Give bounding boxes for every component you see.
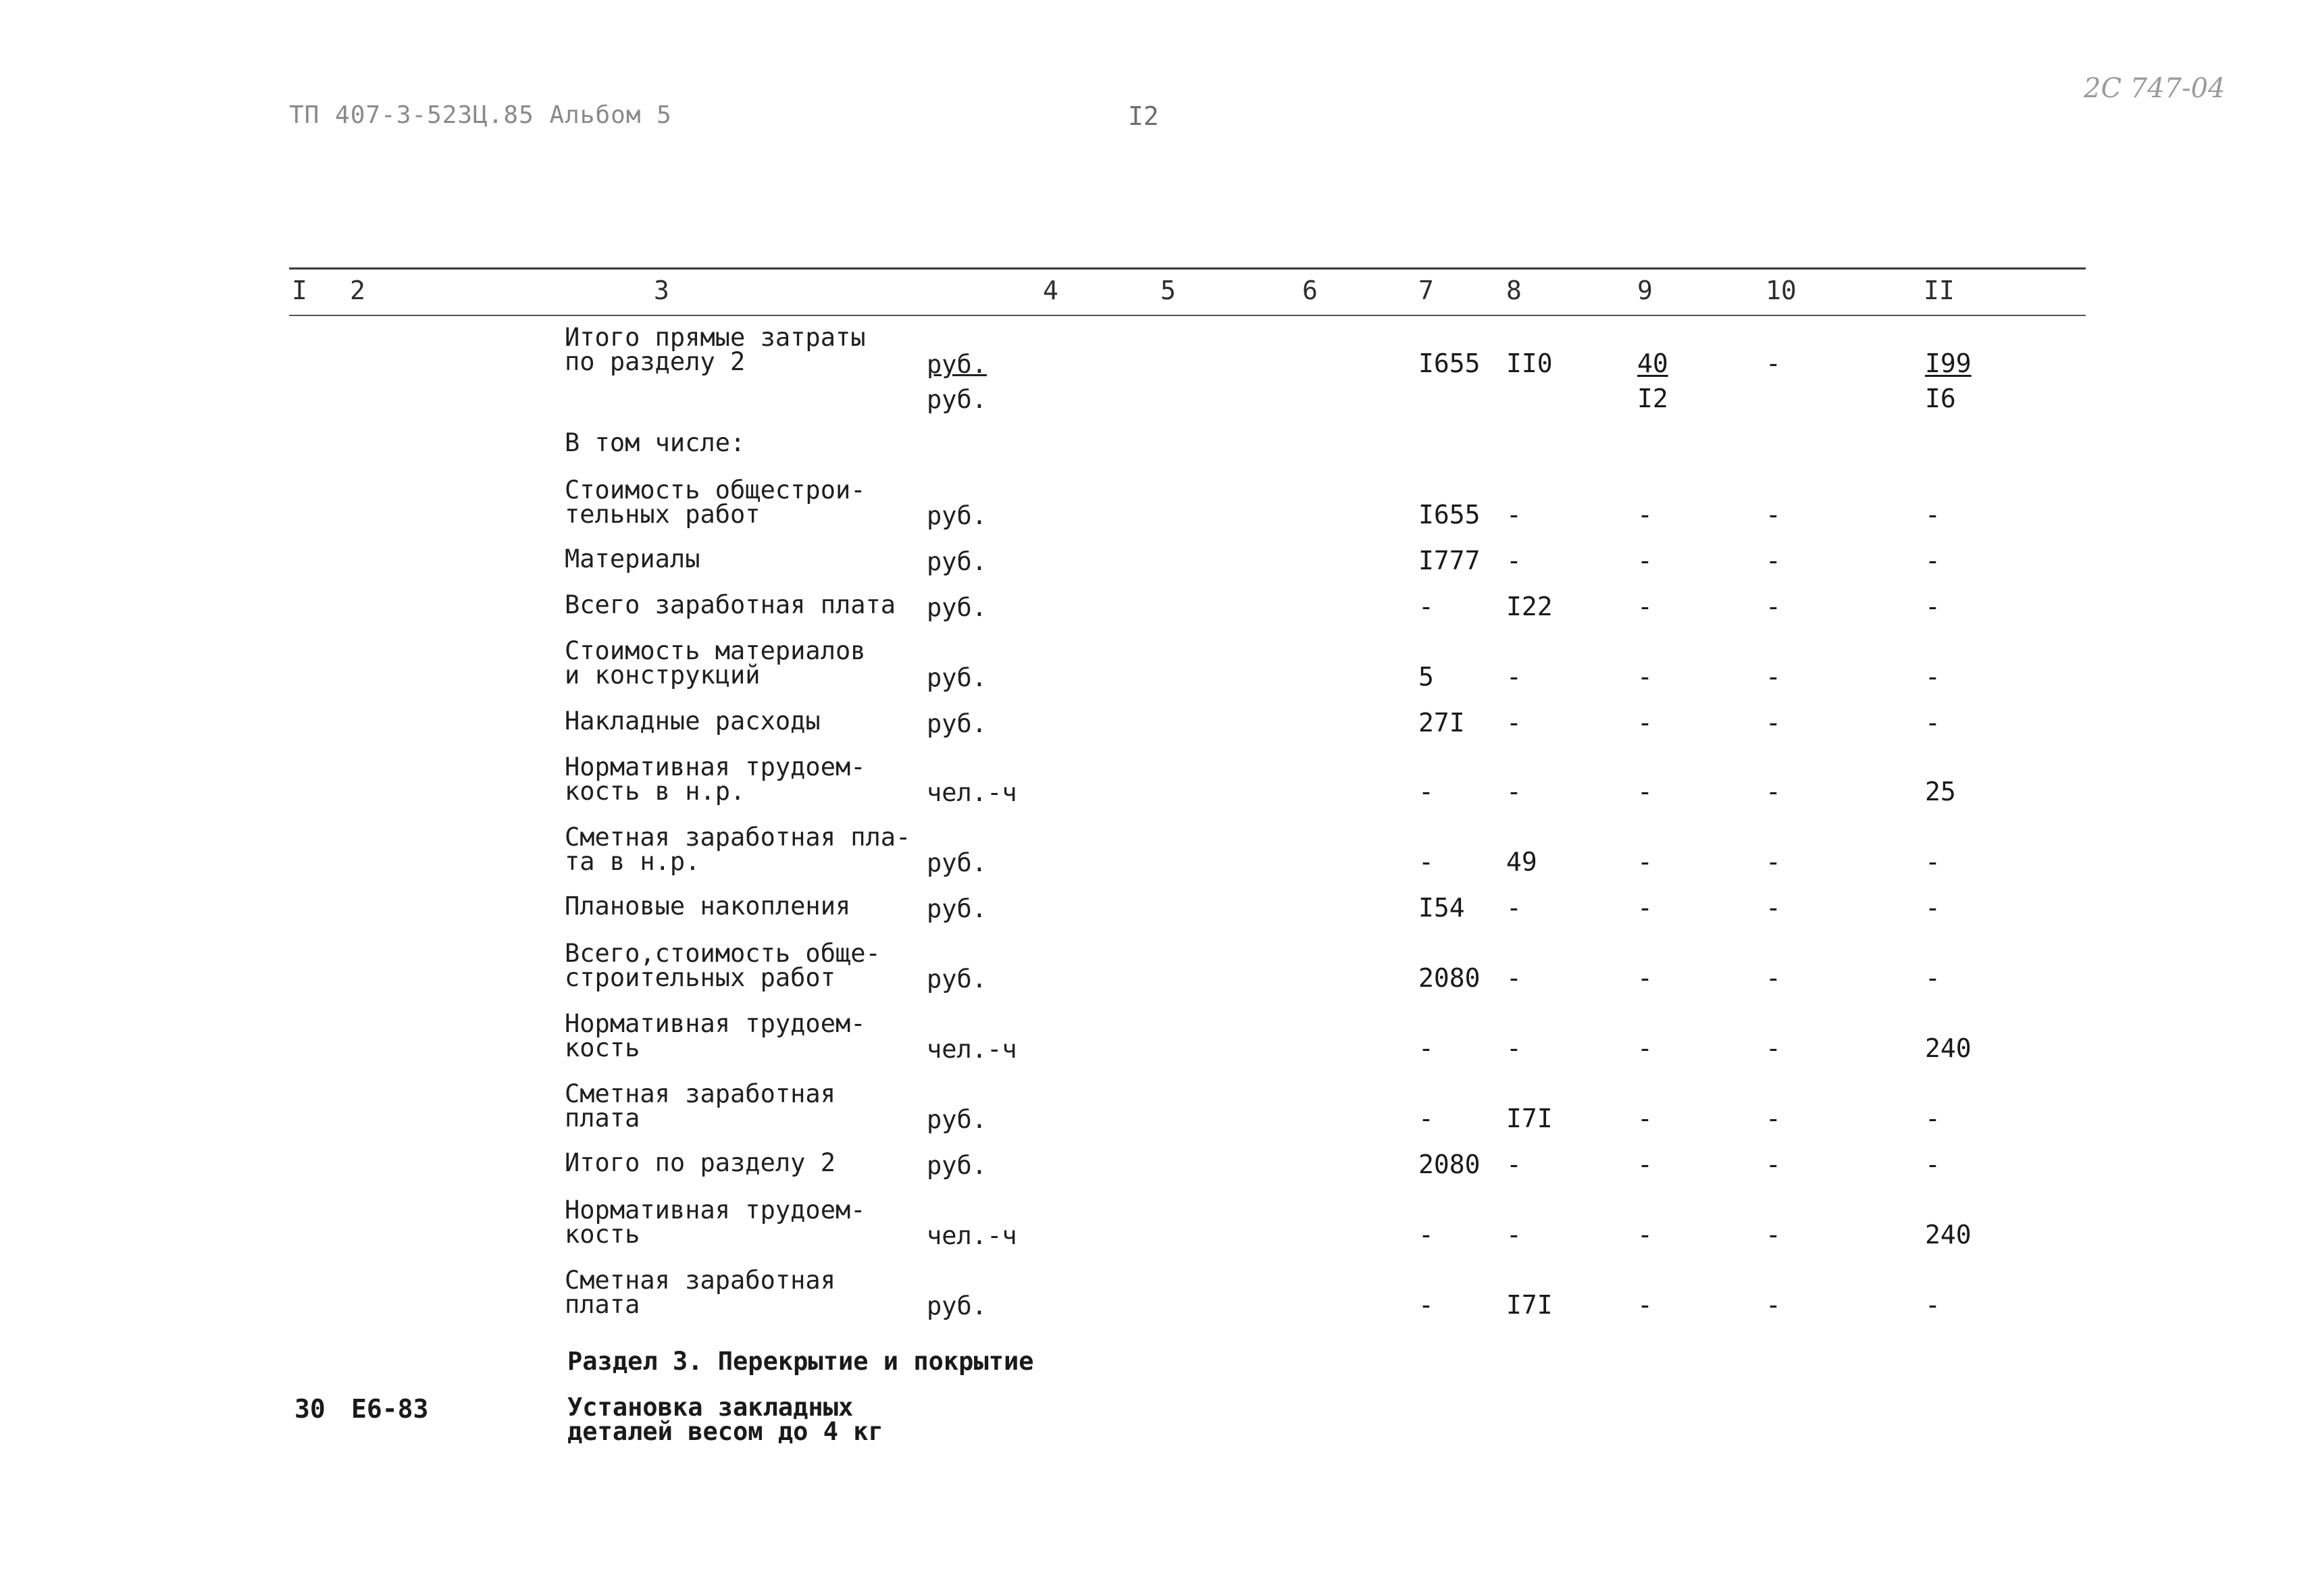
row-label: Итого прямые затраты по разделу 2 [565,323,866,376]
row-unit: руб. [927,663,987,692]
value-col9: - [1637,592,1653,621]
value-col9: - [1637,1220,1653,1250]
value-col7: I777 [1418,546,1481,575]
value-col10: - [1766,1220,1781,1250]
value-col11: 240 [1925,1220,1972,1250]
column-number: 8 [1506,276,1522,305]
document-code: ТП 407-3-523Ц.85 Альбом 5 [289,101,672,129]
row-label: Сметная заработная плата [565,1079,835,1133]
value-col11: - [1925,500,1940,530]
row-label: Сметная заработная плата [565,1266,835,1319]
value-col7: 2080 [1418,1150,1481,1179]
value-col8: I7I [1506,1104,1553,1133]
value-col10: - [1766,546,1781,575]
value-col7: I54 [1418,893,1465,923]
value-col9: - [1637,500,1653,530]
value-col11: - [1925,847,1940,877]
row-unit: чел.-ч [927,1035,1017,1064]
value-col11: - [1925,708,1940,738]
row-label: Накладные расходы [565,706,821,736]
value-col8: - [1506,662,1522,692]
section-title: Раздел 3. Перекрытие и покрытие [567,1347,1034,1376]
value-col9: I2 [1637,384,1668,413]
value-col10: - [1766,777,1781,806]
value-col11: - [1925,546,1940,575]
row-label: Нормативная трудоем- кость [565,1195,866,1249]
row-label: Всего,стоимость обще- строительных работ [565,939,881,992]
value-col11: I99 [1925,349,1972,378]
row-unit: руб. [927,593,987,622]
row-label: Стоимость общестрои- тельных работ [565,475,866,529]
value-col11: - [1925,893,1940,923]
row-label: Нормативная трудоем- кость [565,1009,866,1062]
row-unit: руб. [927,1291,987,1320]
value-col8: - [1506,893,1522,923]
column-number: 3 [654,276,669,305]
row-unit: руб. [927,547,987,576]
value-col7: - [1418,1290,1434,1320]
value-col10: - [1766,1150,1781,1179]
value-col10: - [1766,1290,1781,1320]
value-col10: - [1766,349,1781,378]
value-col9: - [1637,708,1653,738]
rate-code: Е6-83 [351,1394,429,1424]
table-header-bottom-rule [289,315,2086,316]
corner-handwritten-mark: 2С 747-04 [2084,73,2226,104]
row-label: Нормативная трудоем- кость в н.р. [565,752,866,806]
row-label: Всего заработная плата [565,590,896,619]
value-col9: - [1637,777,1653,806]
value-col7: 5 [1418,662,1434,692]
value-col8: - [1506,546,1522,575]
value-col10: - [1766,963,1781,993]
value-col11: 240 [1925,1033,1972,1063]
value-col9: - [1637,963,1653,993]
value-col9: - [1637,1033,1653,1063]
column-number: II [1924,276,1955,305]
value-col8: - [1506,777,1522,806]
row-label: Итого по разделу 2 [565,1148,835,1177]
value-col7: - [1418,1033,1434,1063]
table-top-rule [289,267,2086,269]
value-col10: - [1766,592,1781,621]
value-col7: - [1418,1104,1434,1133]
value-col9: - [1637,662,1653,692]
row-label: Материалы [565,544,700,573]
value-col11: - [1925,1104,1940,1133]
row-number: 30 [294,1394,326,1424]
value-col11: - [1925,592,1940,621]
value-col7: I655 [1418,500,1481,530]
column-number: 6 [1302,276,1318,305]
value-col7: 2080 [1418,963,1481,993]
value-col7: - [1418,847,1434,877]
value-col9: - [1637,546,1653,575]
column-number: 4 [1043,276,1058,305]
value-col8: - [1506,1220,1522,1250]
column-number: 2 [350,276,365,305]
column-number: 10 [1766,276,1797,305]
row-label: В том числе: [565,428,746,457]
value-col8: - [1506,708,1522,738]
row-unit: руб. [927,350,987,379]
value-col8: I7I [1506,1290,1553,1320]
value-col7: - [1418,777,1434,806]
row-unit: руб. [927,894,987,923]
value-col9: - [1637,1290,1653,1320]
value-col10: - [1766,500,1781,530]
value-col11: - [1925,963,1940,993]
value-col9: - [1637,1150,1653,1179]
value-col7: 27I [1418,708,1465,738]
column-number: 9 [1637,276,1653,305]
row-label: Установка закладных деталей весом до 4 кг [567,1393,883,1446]
value-col11: - [1925,662,1940,692]
row-label: Стоимость материалов и конструкций [565,636,866,690]
value-col10: - [1766,1104,1781,1133]
value-col9: - [1637,847,1653,877]
value-col11: - [1925,1290,1940,1320]
value-col8: - [1506,1150,1522,1179]
value-col10: - [1766,893,1781,923]
value-col7: - [1418,592,1434,621]
value-col7: - [1418,1220,1434,1250]
value-col8: II0 [1506,349,1553,378]
row-unit: руб. [927,848,987,877]
column-number: 7 [1418,276,1434,305]
row-unit: руб. [927,1151,987,1180]
value-col8: - [1506,500,1522,530]
value-col8: 49 [1506,847,1537,877]
row-unit: руб. [927,385,987,414]
value-col7: I655 [1418,349,1481,378]
page-number: I2 [1128,101,1159,131]
column-number: I [292,276,307,305]
row-label: Плановые накопления [565,892,851,921]
value-col8: - [1506,1033,1522,1063]
value-col11: - [1925,1150,1940,1179]
value-col9: 40 [1637,349,1668,378]
value-col10: - [1766,662,1781,692]
value-col8: - [1506,963,1522,993]
value-col11: I6 [1925,384,1956,413]
value-col9: - [1637,893,1653,923]
value-col8: I22 [1506,592,1553,621]
row-unit: руб. [927,501,987,530]
value-col9: - [1637,1104,1653,1133]
value-col10: - [1766,847,1781,877]
row-unit: чел.-ч [927,1221,1017,1250]
row-unit: руб. [927,964,987,994]
value-col10: - [1766,1033,1781,1063]
row-unit: руб. [927,709,987,738]
row-label: Сметная заработная пла- та в н.р. [565,823,911,876]
row-unit: чел.-ч [927,778,1017,807]
row-unit: руб. [927,1105,987,1134]
value-col10: - [1766,708,1781,738]
column-number: 5 [1160,276,1176,305]
value-col11: 25 [1925,777,1956,806]
